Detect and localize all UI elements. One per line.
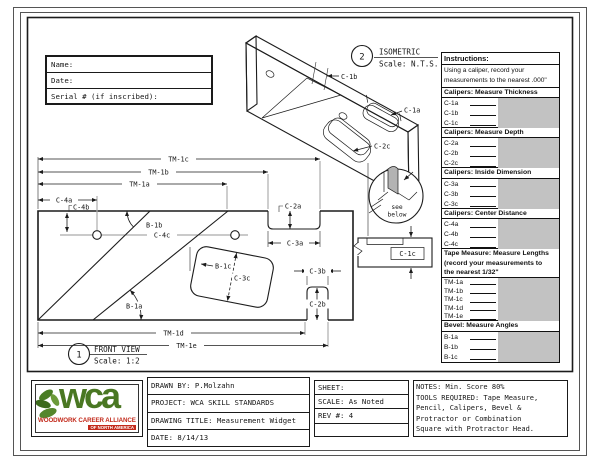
measurement-blank-line: [470, 284, 496, 285]
measurement-blank-line: [470, 319, 496, 320]
top-slot: [268, 211, 320, 229]
c4a-label: C-4a: [55, 196, 73, 205]
measurement-row: [442, 138, 559, 148]
measurement-blank-line: [470, 237, 496, 238]
intro-line-2: measurements to the nearest .000": [444, 77, 547, 84]
shaded-cell: [498, 199, 559, 209]
measurement-blank-line: [470, 206, 496, 207]
c4b-label: C-4b: [73, 203, 90, 212]
iso-left-end-face: [246, 36, 257, 111]
measurement-blank-line: [470, 227, 496, 228]
c2a-leader: [279, 206, 283, 212]
date-row: DATE: 8/14/13: [151, 432, 209, 442]
c2c-label: C-2c: [374, 142, 391, 151]
measurement-blank-line: [470, 349, 496, 350]
measurement-row: [442, 342, 559, 352]
iso-edge-slot: [356, 95, 404, 134]
hole-right: [231, 231, 240, 240]
logo-box: [31, 380, 143, 437]
tm1b-label: TM-1b: [148, 168, 169, 177]
iso-bevel-facet: [262, 78, 341, 118]
measurement-row: [442, 229, 559, 239]
instructions-intro: [442, 65, 559, 88]
shaded-cell: [498, 108, 559, 118]
drawing-info-box: [147, 377, 310, 447]
c4c-label: C-4c: [153, 231, 171, 240]
measurement-row: [442, 189, 559, 199]
measurement-label: TM-1a: [444, 278, 464, 286]
instructions-panel: [441, 52, 560, 363]
measurement-label: TM-1e: [444, 313, 464, 321]
c3c-label: C-3c: [234, 274, 251, 283]
shaded-cell: [498, 352, 559, 362]
measurement-label: C-4c: [444, 241, 458, 249]
shaded-cell: [498, 158, 559, 168]
shaded-cell: [498, 239, 559, 249]
extension-lines-gray: [97, 161, 328, 347]
section-header: Calipers: Center Distance: [442, 208, 559, 219]
notes-line-4: Protractor or Combination: [416, 414, 522, 423]
measurement-row: [442, 179, 559, 189]
shaded-cell: [498, 304, 559, 313]
drawing-title-row: DRAWING TITLE: Measurement Widget: [148, 413, 309, 430]
iso-view-number: 2: [359, 52, 365, 63]
shaded-cell: [498, 118, 559, 128]
c1b-ticks: [312, 62, 328, 90]
c1a-label: C-1a: [404, 106, 421, 115]
measurement-label: C-1b: [444, 109, 459, 117]
measurement-label: TM-1c: [444, 296, 463, 304]
measurement-blank-line: [470, 247, 496, 248]
measurement-blank-line: [470, 293, 496, 294]
notes-line-2: TOOLS REQUIRED: Tape Measure,: [416, 393, 539, 402]
c3a-label: C-3a: [286, 239, 304, 248]
measurement-blank-line: [470, 196, 496, 197]
measurement-label: C-2c: [444, 160, 458, 168]
section-header: Calipers: Inside Dimension: [442, 167, 559, 178]
iso-hole-1: [265, 69, 275, 78]
measurement-blank-line: [470, 115, 496, 116]
shaded-cell: [498, 219, 559, 229]
measurement-row: [442, 313, 559, 322]
measurement-label: C-4b: [444, 231, 459, 239]
sheet-info-box: [314, 380, 409, 437]
c1c-label: C-1c: [399, 250, 416, 258]
wca-acronym: wca: [59, 384, 119, 416]
tm1e-label: TM-1e: [176, 342, 197, 351]
student-info-box: [45, 55, 213, 105]
measurement-blank-line: [470, 105, 496, 106]
shaded-cell: [498, 296, 559, 305]
below-text: below: [387, 211, 407, 219]
iso-view-title: ISOMETRIC: [379, 47, 421, 57]
front-view-number: 1: [76, 350, 82, 361]
iso-rotated-slot: [320, 114, 376, 166]
measurement-label: C-2a: [444, 140, 459, 148]
iso-hole-2: [338, 111, 348, 120]
instructions-title: Instructions:: [442, 53, 559, 65]
measurement-blank-line: [470, 359, 496, 360]
wca-region-text: OF NORTH AMERICA: [90, 424, 134, 430]
measurement-blank-line: [470, 125, 496, 126]
measurement-blank-line: [470, 156, 496, 157]
section-header: Tape Measure: Measure Lengths (record your measurements to the nearest 1/32": [442, 248, 559, 278]
shaded-cell: [498, 138, 559, 148]
see-below-detail: [369, 167, 423, 224]
c2b-label: C-2b: [309, 300, 326, 309]
front-view: [38, 155, 353, 366]
notes-line-1: NOTES: Min. Score 80%: [416, 383, 505, 391]
c3b-label: C-3b: [309, 267, 326, 276]
front-view-scale: Scale: 1:2: [94, 356, 140, 366]
shaded-cell: [498, 332, 559, 342]
date-field: Date:: [47, 73, 211, 89]
measurement-blank-line: [470, 339, 496, 340]
b1c-label: B-1c: [215, 262, 232, 271]
measurement-label: C-1c: [444, 119, 458, 127]
rev-row: REV #: 4: [315, 409, 408, 423]
notes-line-3: Pencil, Calipers, Bevel &: [416, 404, 522, 413]
serial-field: Serial # (if inscribed):: [51, 92, 158, 102]
section-header: Bevel: Measure Angles: [442, 320, 559, 331]
measurement-blank-line: [470, 146, 496, 147]
drawn-by-row: DRAWN BY: P.Molzahn: [148, 378, 309, 395]
measurement-label: C-3c: [444, 200, 458, 208]
shaded-cell: [498, 342, 559, 352]
measurement-label: B-1b: [444, 343, 458, 351]
measurement-label: TM-1d: [444, 304, 464, 312]
shaded-cell: [498, 278, 559, 287]
shaded-cell: [498, 313, 559, 322]
wca-alliance-text: WOODWORK CAREER ALLIANCE: [38, 417, 136, 424]
c2a-label: C-2a: [284, 202, 302, 211]
measurement-label: B-1a: [444, 333, 458, 341]
measurement-label: TM-1b: [444, 287, 464, 295]
measurement-blank-line: [470, 166, 496, 167]
name-field: Name:: [47, 57, 211, 73]
measurement-row: [442, 98, 559, 108]
shaded-cell: [498, 229, 559, 239]
measurement-row: [442, 148, 559, 158]
measurement-label: B-1c: [444, 353, 458, 361]
blank-row: [315, 424, 408, 437]
hole-left: [93, 231, 102, 240]
shaded-cell: [498, 98, 559, 108]
measurement-row: [442, 352, 559, 362]
measurement-row: [442, 199, 559, 209]
intro-line-1: Using a caliper, record your: [444, 67, 525, 74]
c1b-label: C-1b: [341, 72, 358, 81]
measurement-blank-line: [470, 302, 496, 303]
section-groove: [367, 238, 403, 245]
measurement-row: [442, 158, 559, 168]
instructions-sections: [442, 87, 559, 362]
shaded-cell: [498, 287, 559, 296]
measurement-blank-line: [470, 310, 496, 311]
shaded-cell: [498, 148, 559, 158]
measurement-label: C-2b: [444, 150, 459, 158]
tm1c-label: TM-1c: [168, 155, 189, 164]
notes-box: [413, 380, 568, 437]
scale-row: SCALE: As Noted: [315, 395, 408, 409]
tm1a-label: TM-1a: [129, 180, 150, 189]
see-text: see: [391, 204, 403, 211]
project-row: PROJECT: WCA SKILL STANDARDS: [148, 395, 309, 412]
shaded-cell: [498, 179, 559, 189]
notes-line-5: Square with Protractor Head.: [416, 425, 535, 434]
sheet-row: SHEET:: [315, 381, 408, 395]
b1c-leader: [201, 264, 213, 266]
b1b-label: B-1b: [146, 221, 163, 230]
measurement-row: [442, 239, 559, 249]
section-header: Calipers: Measure Thickness: [442, 87, 559, 98]
iso-view-scale: Scale: N.T.S.: [379, 59, 439, 69]
front-view-title: FRONT VIEW: [94, 345, 140, 354]
measurement-row: [442, 219, 559, 229]
shaded-cell: [498, 189, 559, 199]
measurement-blank-line: [470, 186, 496, 187]
section-header: Calipers: Measure Depth: [442, 127, 559, 138]
tm1d-label: TM-1d: [163, 329, 184, 338]
measurement-row: [442, 332, 559, 342]
measurement-row: [442, 118, 559, 128]
measurement-row: [442, 108, 559, 118]
measurement-label: C-3b: [444, 190, 459, 198]
wca-logo: [35, 384, 139, 433]
measurement-label: C-1a: [444, 99, 459, 107]
b1b-angle-arc: [127, 211, 134, 227]
measurement-label: C-3a: [444, 180, 459, 188]
iso-view: [246, 36, 438, 223]
b1a-label: B-1a: [126, 302, 143, 311]
measurement-label: C-4a: [444, 221, 459, 229]
